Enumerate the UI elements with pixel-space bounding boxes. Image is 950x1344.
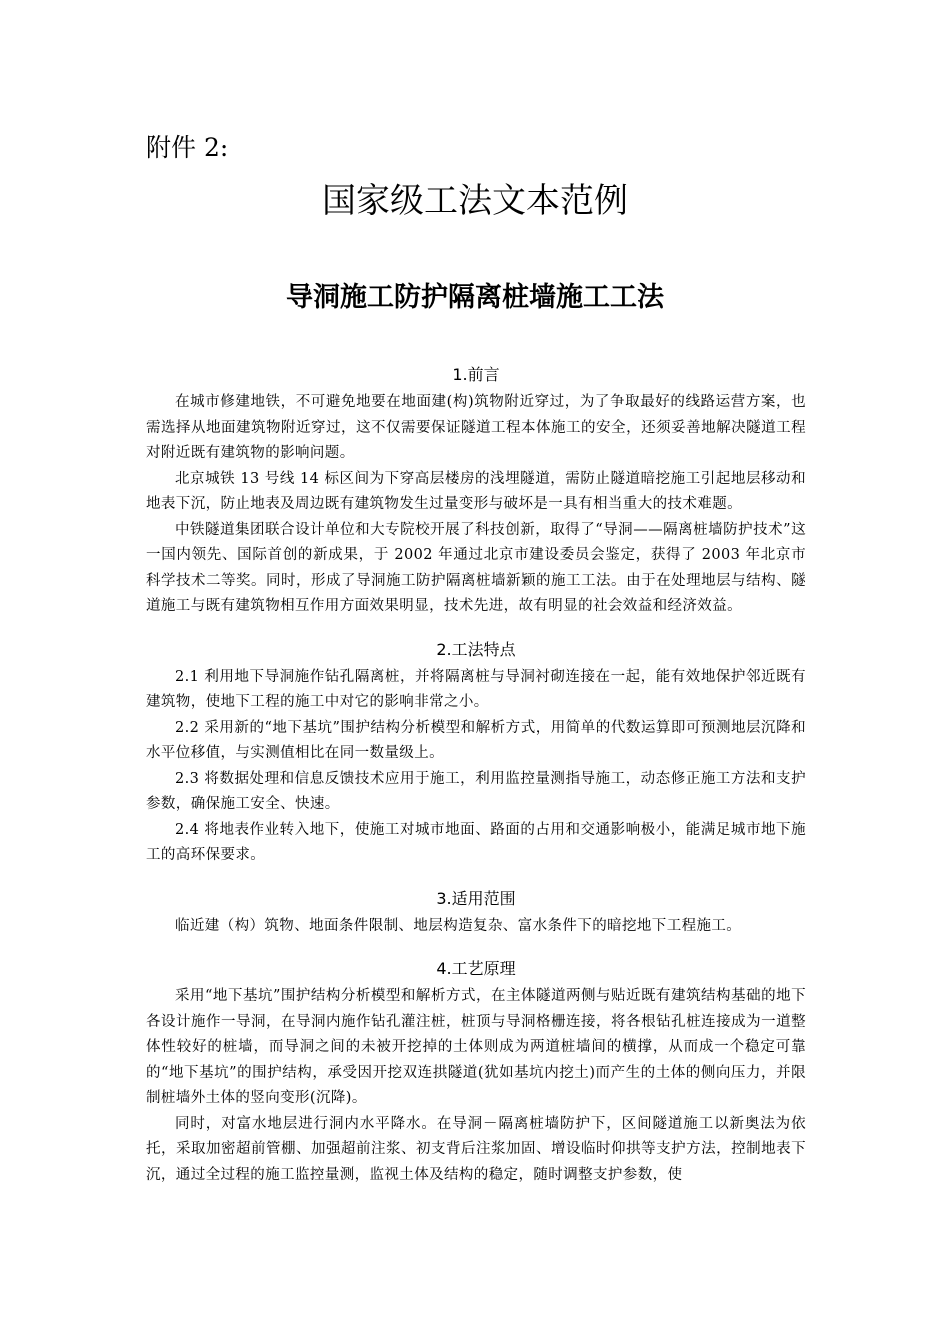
- document-body: [146, 360, 806, 1188]
- paragraph: 在城市修建地铁，不可避免地要在地面建(构)筑物附近穿过，为了争取最好的线路运营方案，也需选择从地面建筑物附近穿过，这不仅需要保证隧道工程本体施工的安全，还须妥善地解决隧道工程对附近既有建筑物的影响问题。: [146, 394, 806, 461]
- section-heading: 1.前言: [452, 365, 500, 384]
- section-preface: [146, 360, 806, 620]
- paragraph: 2.4 将地表作业转入地下，使施工对城市地面、路面的占用和交通影响极小，能满足城市地下施工的高环保要求。: [146, 821, 806, 863]
- section-heading: 2.工法特点: [436, 639, 516, 659]
- paragraph: 同时，对富水地层进行洞内水平降水。在导洞－隔离桩墙防护下，区间隧道施工以新奥法为依托，采取加密超前管棚、加强超前注浆、初支背后注浆加固、增设临时仰拱等支护方法，控制地表下沉，通过全过程的施工监控量测，监视土体及结构的稳定，随时调整支护参数，使: [146, 1115, 806, 1183]
- annex-label: 附件 2:: [146, 133, 229, 162]
- section-heading: 3.适用范围: [436, 888, 516, 908]
- section-scope: [146, 884, 806, 940]
- section-spacer: [146, 869, 806, 884]
- section-features: [146, 635, 806, 869]
- section-heading: 4.工艺原理: [436, 959, 516, 978]
- paragraph: 临近建（构）筑物、地面条件限制、地层构造复杂、富水条件下的暗挖地下工程施工。: [175, 917, 742, 934]
- paragraph: 2.3 将数据处理和信息反馈技术应用于施工，利用监控量测指导施工，动态修正施工方法和支护参数，确保施工安全、快速。: [146, 770, 806, 812]
- section-spacer: [146, 620, 806, 635]
- paragraph: 2.1 利用地下导洞施作钻孔隔离桩，并将隔离桩与导洞衬砌连接在一起，能有效地保护邻近既有建筑物，使地下工程的施工中对它的影响非常之小。: [146, 668, 806, 710]
- paragraph: 中铁隧道集团联合设计单位和大专院校开展了科技创新，取得了“导洞——隔离桩墙防护技术”这一国内领先、国际首创的新成果，于 2002 年通过北京市建设委员会鉴定，获得了 2003 年北京市科学技术二等奖。同时，形成了导洞施工防护隔离桩墙新颖的施工工法。由于在处理地层与结构、隧道施工与既有建筑物相互作用方面效果明显，技术先进，故有明显的社会效益和经济效益。: [146, 521, 806, 614]
- paragraph: 采用“地下基坑”围护结构分析模型和解析方式，在主体隧道两侧与贴近既有建筑结构基础的地下各设计施作一导洞，在导洞内施作钻孔灌注桩，桩顶与导洞格栅连接，将各根钻孔桩连接成为一道整体性较好的桩墙，而导洞之间的未被开挖掉的土体则成为两道桩墙间的横撑，从而成一个稳定可靠的“地下基坑”的围护结构，承受因开挖双连拱隧道(犹如基坑内挖土)而产生的土体的侧向压力，并限制桩墙外土体的竖向变形(沉降)。: [146, 988, 806, 1106]
- section-spacer: [146, 939, 806, 954]
- sub-title: 导洞施工防护隔离桩墙施工工法: [286, 282, 664, 313]
- main-title: 国家级工法文本范例: [322, 181, 628, 221]
- section-principle: [146, 954, 806, 1188]
- paragraph: 2.2 采用新的“地下基坑”围护结构分析模型和解析方式，用简单的代数运算即可预测地层沉降和水平位移值，与实测值相比在同一数量级上。: [146, 719, 806, 761]
- paragraph: 北京城铁 13 号线 14 标区间为下穿高层楼房的浅埋隧道，需防止隧道暗挖施工引起地层移动和地表下沉，防止地表及周边既有建筑物发生过量变形与破坏是一具有相当重大的技术难题。: [146, 470, 806, 512]
